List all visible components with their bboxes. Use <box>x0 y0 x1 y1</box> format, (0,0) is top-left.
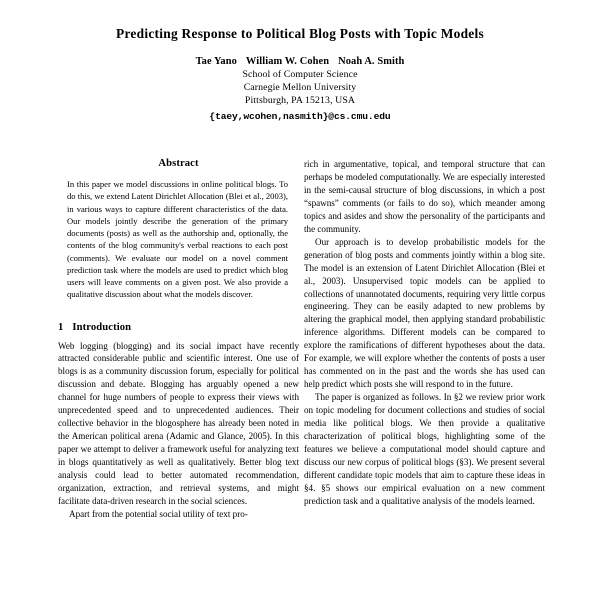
section-number: 1 <box>58 321 64 333</box>
abstract-text: In this paper we model discussions in online political blogs. To do this, we extend Latent Dirichlet Allocation (Blei et al., 2003), in various ways to capture different characteristics of the data. Our models jointly describe the generation of the primary documents (posts) as well as the authorship and, optionally, the contents of the blog community's verbal reactions to each post (comments). We evaluate our model on a novel comment prediction task where the models are used to predict which blog users will leave comments on a given post. We also provide a qualitative discussion about what the models discover. <box>67 179 288 300</box>
body-columns <box>0 158 600 600</box>
affiliation-block <box>0 68 600 108</box>
author-name: Noah A. Smith <box>338 56 405 68</box>
paragraph: Web logging (blogging) and its social impact have recently attracted considerable public and scientific interest. One use of blogs is as a community discussion forum, especially for political discussion and debate. Blogging has arguably opened a new channel for huge numbers of people to express their views with unprecedented speed and to unprecedented audiences. Their collective behavior in the blogosphere has already been noted in the American political arena (Adamic and Glance, 2005). In this paper we attempt to deliver a framework useful for analyzing text in blogs quantitatively as well as qualitatively. Better blog text analysis could lead to better automated recommendation, organization, extraction, and retrieval systems, and might facilitate data-driven research in the social sciences. <box>58 340 299 506</box>
section-heading-introduction <box>58 322 299 333</box>
left-column <box>58 158 299 600</box>
author-list <box>0 56 600 124</box>
paragraph: Our approach is to develop probabilistic models for the generation of blog posts and comments jointly within a blog site. The model is an extension of Latent Dirichlet Allocation (Blei et al., 2003). Unsupervised topic models can be applied to collections of unannotated documents, requiring very little corpus engineering. They can be easily adapted to new problems by altering the graphical model, then applying standard probabilistic inference algorithms. Different models can be compared to explore the ramifications of different hypotheses about the data. For example, we will explore whether the contents of posts a user has commented on in the past and the words she has used can help predict which posts she will respond to in the future. <box>304 236 545 390</box>
paragraph: The paper is organized as follows. In §2 we review prior work on topic modeling for document collections and studies of social media like political blogs. We then provide a qualitative characterization of political blogs, highlighting some of the features we believe a computational model should capture and discuss our new corpus of political blogs (§3). We present several different candidate topic models that aim to capture these ideas in §4. §5 shows our empirical evaluation on a new comment prediction task and a qualitative analysis of the models learned. <box>304 392 545 506</box>
title-block <box>0 0 600 124</box>
author-email: {taey,wcohen,nasmith}@cs.cmu.edu <box>209 110 391 122</box>
affiliation-line: Pittsburgh, PA 15213, USA <box>244 95 356 107</box>
abstract-heading: Abstract <box>158 158 199 169</box>
author-name: Tae Yano <box>195 56 237 68</box>
affiliation-line: School of Computer Science <box>242 69 358 81</box>
section-title: Introduction <box>72 321 132 333</box>
page-title: Predicting Response to Political Blog Posts with Topic Models <box>116 26 484 41</box>
paragraph: rich in argumentative, topical, and temporal structure that can perhaps be modeled computationally. We are especially interested in the semi-causal structure of blog discussions, in which a post “spawns” comments (or fails to do so), which meander among topics and asides and show the personality of the participants and the community. <box>304 159 545 234</box>
right-column <box>304 158 545 600</box>
paragraph: Apart from the potential social utility of text pro- <box>69 508 248 519</box>
author-name: William W. Cohen <box>245 56 330 68</box>
affiliation-line: Carnegie Mellon University <box>243 82 357 94</box>
